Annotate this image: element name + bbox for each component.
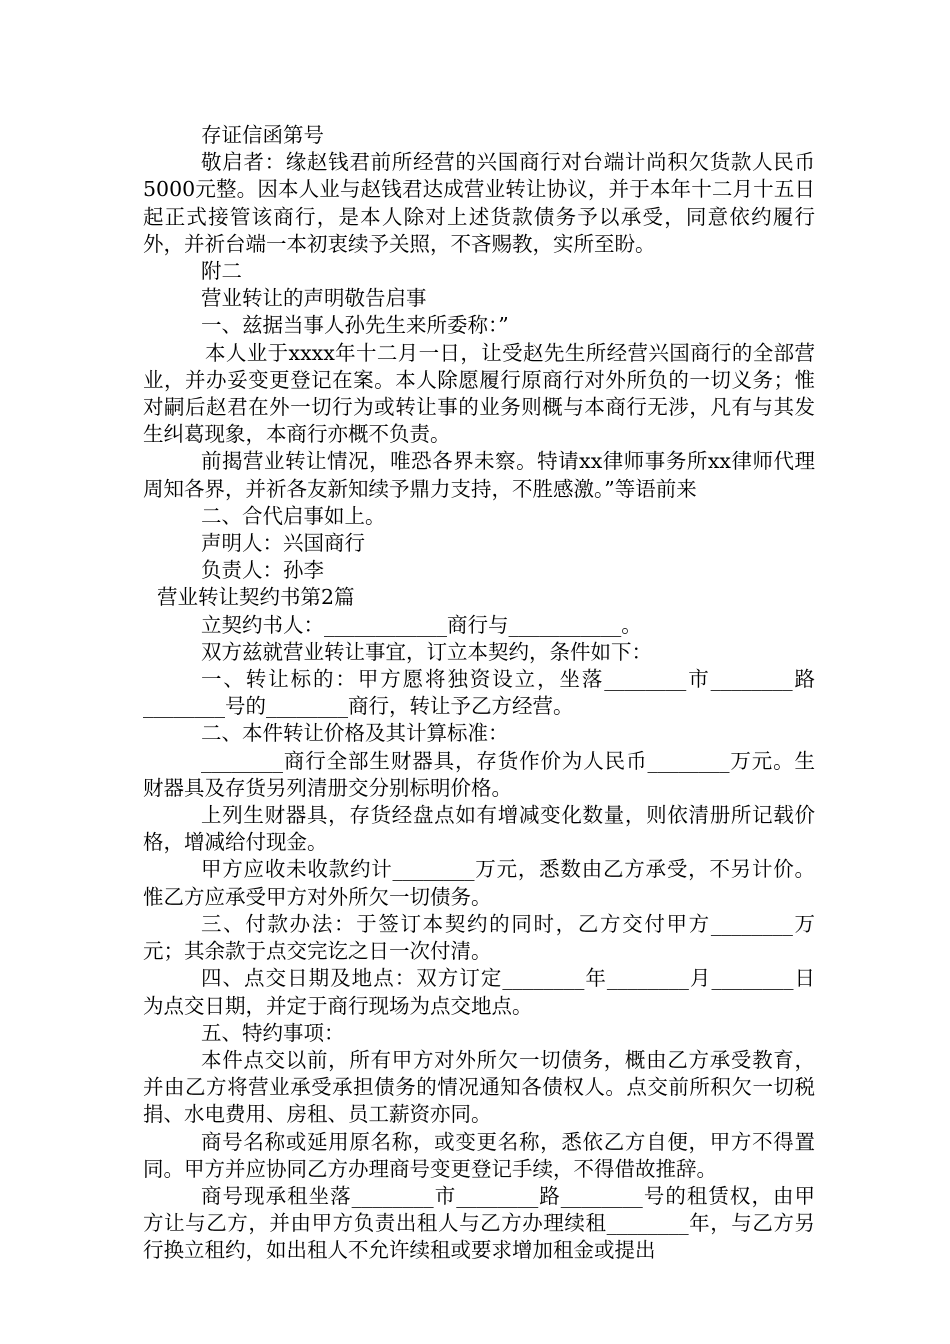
paragraph: 本件点交以前，所有甲方对外所欠一切债务，概由乙方承受教育，并由乙方将营业承受承担债务的情况通知各债权人。点交前所积欠一切税捐、水电费用、房租、员工薪资亦同。 [143, 1047, 815, 1127]
paragraph: 营业转让的声明敬告启事 [201, 286, 427, 311]
paragraph: 存证信函第号 [201, 123, 324, 147]
paragraph: 一、转让标的：甲方愿将独资设立，坐落________市________路________号的________商行，转让予乙方经营。 [143, 667, 815, 719]
paragraph: 四、点交日期及地点：双方订定________年________月________日为点交日期，并定于商行现场为点交地点。 [143, 966, 815, 1018]
paragraph: 五、特约事项： [201, 1020, 345, 1045]
paragraph: 立契约书人：____________商行与___________。 [201, 612, 642, 637]
paragraph: 双方兹就营业转让事宜，订立本契约，条件如下： [201, 639, 652, 664]
paragraph: 附二 [201, 259, 242, 284]
paragraph: 商号名称或延用原名称，或变更名称，悉依乙方自便，甲方不得置同。甲方并应协同乙方办理商号变更登记手续，不得借故推辞。 [143, 1129, 815, 1181]
paragraph: 二、本件转让价格及其计算标准： [201, 721, 509, 746]
paragraph: 一、兹据当事人孙先生来所委称：” [201, 313, 509, 338]
paragraph: 敬启者：缘赵钱君前所经营的兴国商行对台端计尚积欠货款人民币5000元整。因本人业与赵钱君达成营业转让协议，并于本年十二月十五日起正式接管该商行，是本人除对上述货款债务予以承受，同意依约履行外，并祈台端一本初衷续予关照，不吝赐教，实所至盼。 [143, 150, 815, 256]
paragraph: 商号现承租坐落________市________路________号的租赁权，由甲方让与乙方，并由甲方负责出租人与乙方办理续租________年，与乙方另行换立租约，如出租人不允许续租或要求增加租金或提出 [143, 1183, 815, 1263]
paragraph: 三、付款办法：于签订本契约的同时，乙方交付甲方________万元；其余款于点交完讫之日一次付清。 [143, 911, 815, 964]
paragraph: 前揭营业转让情况，唯恐各界未察。特请xx律师事务所xx律师代理周知各界，并祈各友新知续予鼎力支持，不胜感激。”等语前来 [143, 449, 815, 501]
paragraph: 甲方应收未收款约计________万元，悉数由乙方承受，不另计价。惟乙方应承受甲方对外所欠一切债务。 [143, 857, 815, 909]
paragraph: 二、合代启事如上。 [201, 503, 386, 528]
paragraph: 本人业于xxxx年十二月一日，让受赵先生所经营兴国商行的全部营业，并办妥变更登记在案。本人除愿履行原商行对外所负的一切义务；惟对嗣后赵君在外一切行为或转让事的业务则概与本商行无涉，凡有与其发生纠葛现象，本商行亦概不负责。 [143, 340, 815, 447]
paragraph: 上列生财器具，存货经盘点如有增减变化数量，则依清册所记载价格，增减给付现金。 [143, 803, 815, 855]
paragraph: 营业转让契约书第2篇 [157, 585, 355, 610]
paragraph: 负责人：孙李 [201, 558, 324, 583]
document-page [143, 122, 815, 1265]
paragraph: ________商行全部生财器具，存货作价为人民币________万元。生财器具及存货另列清册交分别标明价格。 [143, 748, 815, 800]
paragraph: 声明人：兴国商行 [201, 531, 365, 556]
